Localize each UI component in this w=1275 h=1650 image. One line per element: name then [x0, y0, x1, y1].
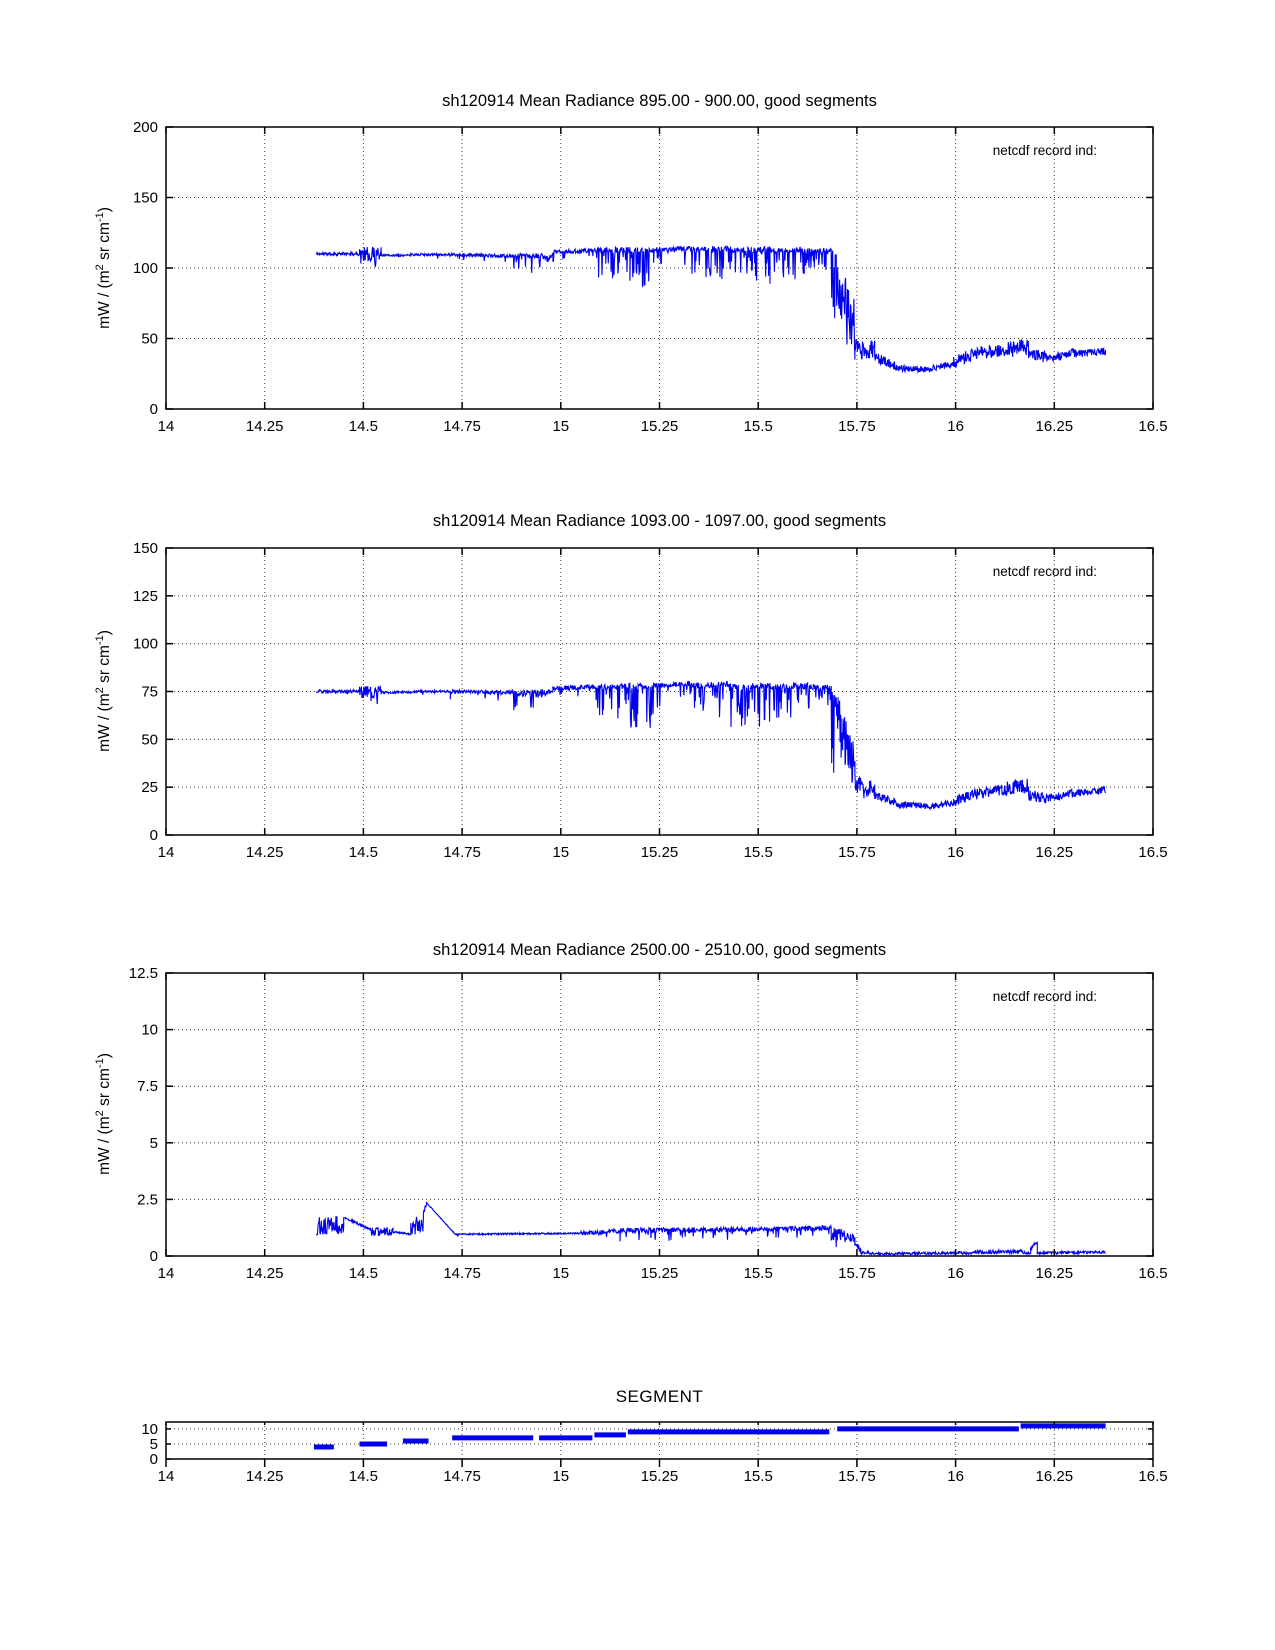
- x-tick-label: 15.25: [640, 1265, 679, 1282]
- y-tick-labels-1: [133, 540, 158, 844]
- x-tick-label: 15: [552, 418, 570, 435]
- plot-area-1: [133, 540, 1168, 861]
- y-tick-label: 200: [132, 119, 158, 136]
- chart-title-radiance-895-900: sh120914 Mean Radiance 895.00 - 900.00, good segments: [442, 92, 877, 110]
- y-tick-label: 0: [149, 1248, 158, 1265]
- x-tick-label: 16: [947, 844, 964, 861]
- y-tick-labels-2: [129, 965, 158, 1265]
- x-tick-label: 14.5: [348, 418, 379, 435]
- ylabel-sup: -1: [93, 1058, 106, 1069]
- y-tick-label: 125: [132, 587, 158, 605]
- x-tick-label: 15: [552, 1468, 570, 1485]
- y-tick-label: 150: [132, 189, 158, 207]
- y-tick-label: 5: [149, 1436, 158, 1453]
- x-tick-labels-1: [158, 844, 1168, 861]
- y-tick-label: 25: [141, 779, 158, 797]
- plot-area-3: [141, 1421, 1167, 1485]
- chart-title-radiance-1093-1097: sh120914 Mean Radiance 1093.00 - 1097.00, good segments: [432, 512, 887, 530]
- x-tick-label: 15.25: [640, 1468, 679, 1485]
- y-tick-label: 10: [141, 1021, 158, 1039]
- ylabel-text: sr cm: [96, 645, 114, 688]
- y-tick-label: 7.5: [137, 1078, 158, 1096]
- y-axis-label-2: [94, 630, 114, 752]
- y-tick-label: 12.5: [128, 965, 158, 982]
- x-tick-label: 16.5: [1138, 418, 1168, 435]
- x-tick-label: 15.5: [743, 1468, 773, 1485]
- x-tick-label: 14.75: [443, 1468, 481, 1485]
- x-tick-label: 14.5: [348, 844, 379, 861]
- y-tick-labels-0: [133, 119, 158, 418]
- ylabel-sup: 2: [93, 1110, 106, 1117]
- x-tick-label: 14.25: [245, 1265, 284, 1282]
- y-tick-label: 100: [132, 260, 158, 277]
- x-tick-label: 14: [157, 1468, 175, 1485]
- y-tick-label: 100: [132, 635, 158, 653]
- y-axis-label-3: [94, 1053, 114, 1175]
- y-tick-label: 50: [141, 330, 158, 348]
- ylabel-text: sr cm: [96, 222, 114, 265]
- y-tick-label: 150: [132, 540, 158, 557]
- x-tick-label: 14.75: [443, 418, 481, 435]
- x-tick-label: 15.5: [743, 418, 773, 435]
- x-tick-label: 16: [947, 418, 964, 435]
- x-tick-label: 14.75: [443, 1265, 481, 1282]
- mean-radiance-1093-1097-line: [316, 681, 1106, 809]
- x-tick-label: 16.5: [1138, 1468, 1168, 1485]
- x-tick-label: 16.25: [1035, 844, 1074, 861]
- x-tick-label: 16.25: [1035, 1468, 1074, 1485]
- x-tick-label: 16.25: [1035, 1265, 1074, 1282]
- x-tick-label: 14: [157, 1265, 175, 1282]
- x-tick-label: 15.75: [838, 418, 876, 435]
- x-tick-label: 14: [157, 418, 175, 435]
- x-tick-label: 15.75: [838, 844, 876, 861]
- y-tick-label: 5: [149, 1134, 158, 1152]
- netcdf-record-ind-label-1: netcdf record ind:: [992, 143, 1097, 158]
- y-axis-label-1: [94, 207, 114, 329]
- mean-radiance-895-900-line: [316, 246, 1106, 372]
- y-tick-label: 10: [141, 1420, 158, 1438]
- y-tick-label: 0: [149, 401, 158, 418]
- ylabel-sup: -1: [93, 212, 106, 223]
- x-tick-label: 14.25: [245, 1468, 284, 1485]
- netcdf-record-ind-label-3: netcdf record ind:: [992, 989, 1097, 1004]
- ylabel-text: mW / (m: [96, 270, 114, 329]
- chart-title-segment: SEGMENT: [615, 1387, 704, 1406]
- ylabel-sup: 2: [93, 264, 106, 271]
- y-tick-label: 50: [141, 731, 158, 749]
- x-tick-label: 14.25: [245, 844, 284, 861]
- x-tick-label: 15: [552, 1265, 570, 1282]
- x-tick-labels-0: [158, 418, 1168, 435]
- grid-lines-0: [166, 127, 1153, 409]
- ylabel-text: ): [96, 630, 114, 636]
- grid-lines-2: [166, 973, 1153, 1256]
- y-tick-label: 2.5: [137, 1191, 158, 1209]
- x-tick-label: 14.5: [348, 1468, 379, 1485]
- x-tick-label: 16: [947, 1468, 964, 1485]
- y-tick-labels-3: [141, 1421, 158, 1468]
- x-tick-label: 16.25: [1035, 418, 1074, 435]
- x-tick-label: 15.25: [640, 844, 679, 861]
- x-tick-label: 16.5: [1138, 1265, 1168, 1282]
- x-tick-label: 15.5: [743, 844, 773, 861]
- x-tick-label: 15: [552, 844, 570, 861]
- ylabel-sup: 2: [93, 687, 106, 694]
- x-tick-label: 15.5: [743, 1265, 773, 1282]
- x-tick-label: 14.75: [443, 844, 481, 861]
- x-tick-label: 14.5: [348, 1265, 379, 1282]
- x-tick-label: 16.5: [1138, 844, 1168, 861]
- plot-area-2: [129, 965, 1168, 1282]
- x-tick-label: 14.25: [245, 418, 284, 435]
- x-tick-labels-3: [158, 1468, 1168, 1485]
- mean-radiance-2500-2510-line: [316, 1203, 1106, 1256]
- ylabel-sup: -1: [93, 635, 106, 646]
- netcdf-record-ind-label-2: netcdf record ind:: [992, 564, 1097, 579]
- ylabel-text: ): [96, 1053, 114, 1059]
- x-tick-label: 15.75: [838, 1265, 876, 1282]
- y-tick-label: 0: [149, 1451, 158, 1468]
- plot-area-0: [133, 119, 1168, 435]
- ylabel-text: ): [96, 207, 114, 213]
- y-tick-label: 0: [149, 827, 158, 844]
- x-tick-label: 16: [947, 1265, 964, 1282]
- x-tick-label: 15.25: [640, 418, 679, 435]
- y-tick-label: 75: [141, 683, 158, 701]
- chart-title-radiance-2500-2510: sh120914 Mean Radiance 2500.00 - 2510.00, good segments: [432, 941, 887, 959]
- ylabel-text: mW / (m: [96, 693, 114, 752]
- ylabel-text: mW / (m: [96, 1116, 114, 1175]
- x-tick-label: 14: [157, 844, 175, 861]
- x-tick-label: 15.75: [838, 1468, 876, 1485]
- ylabel-text: sr cm: [96, 1068, 114, 1111]
- x-tick-labels-2: [158, 1265, 1168, 1282]
